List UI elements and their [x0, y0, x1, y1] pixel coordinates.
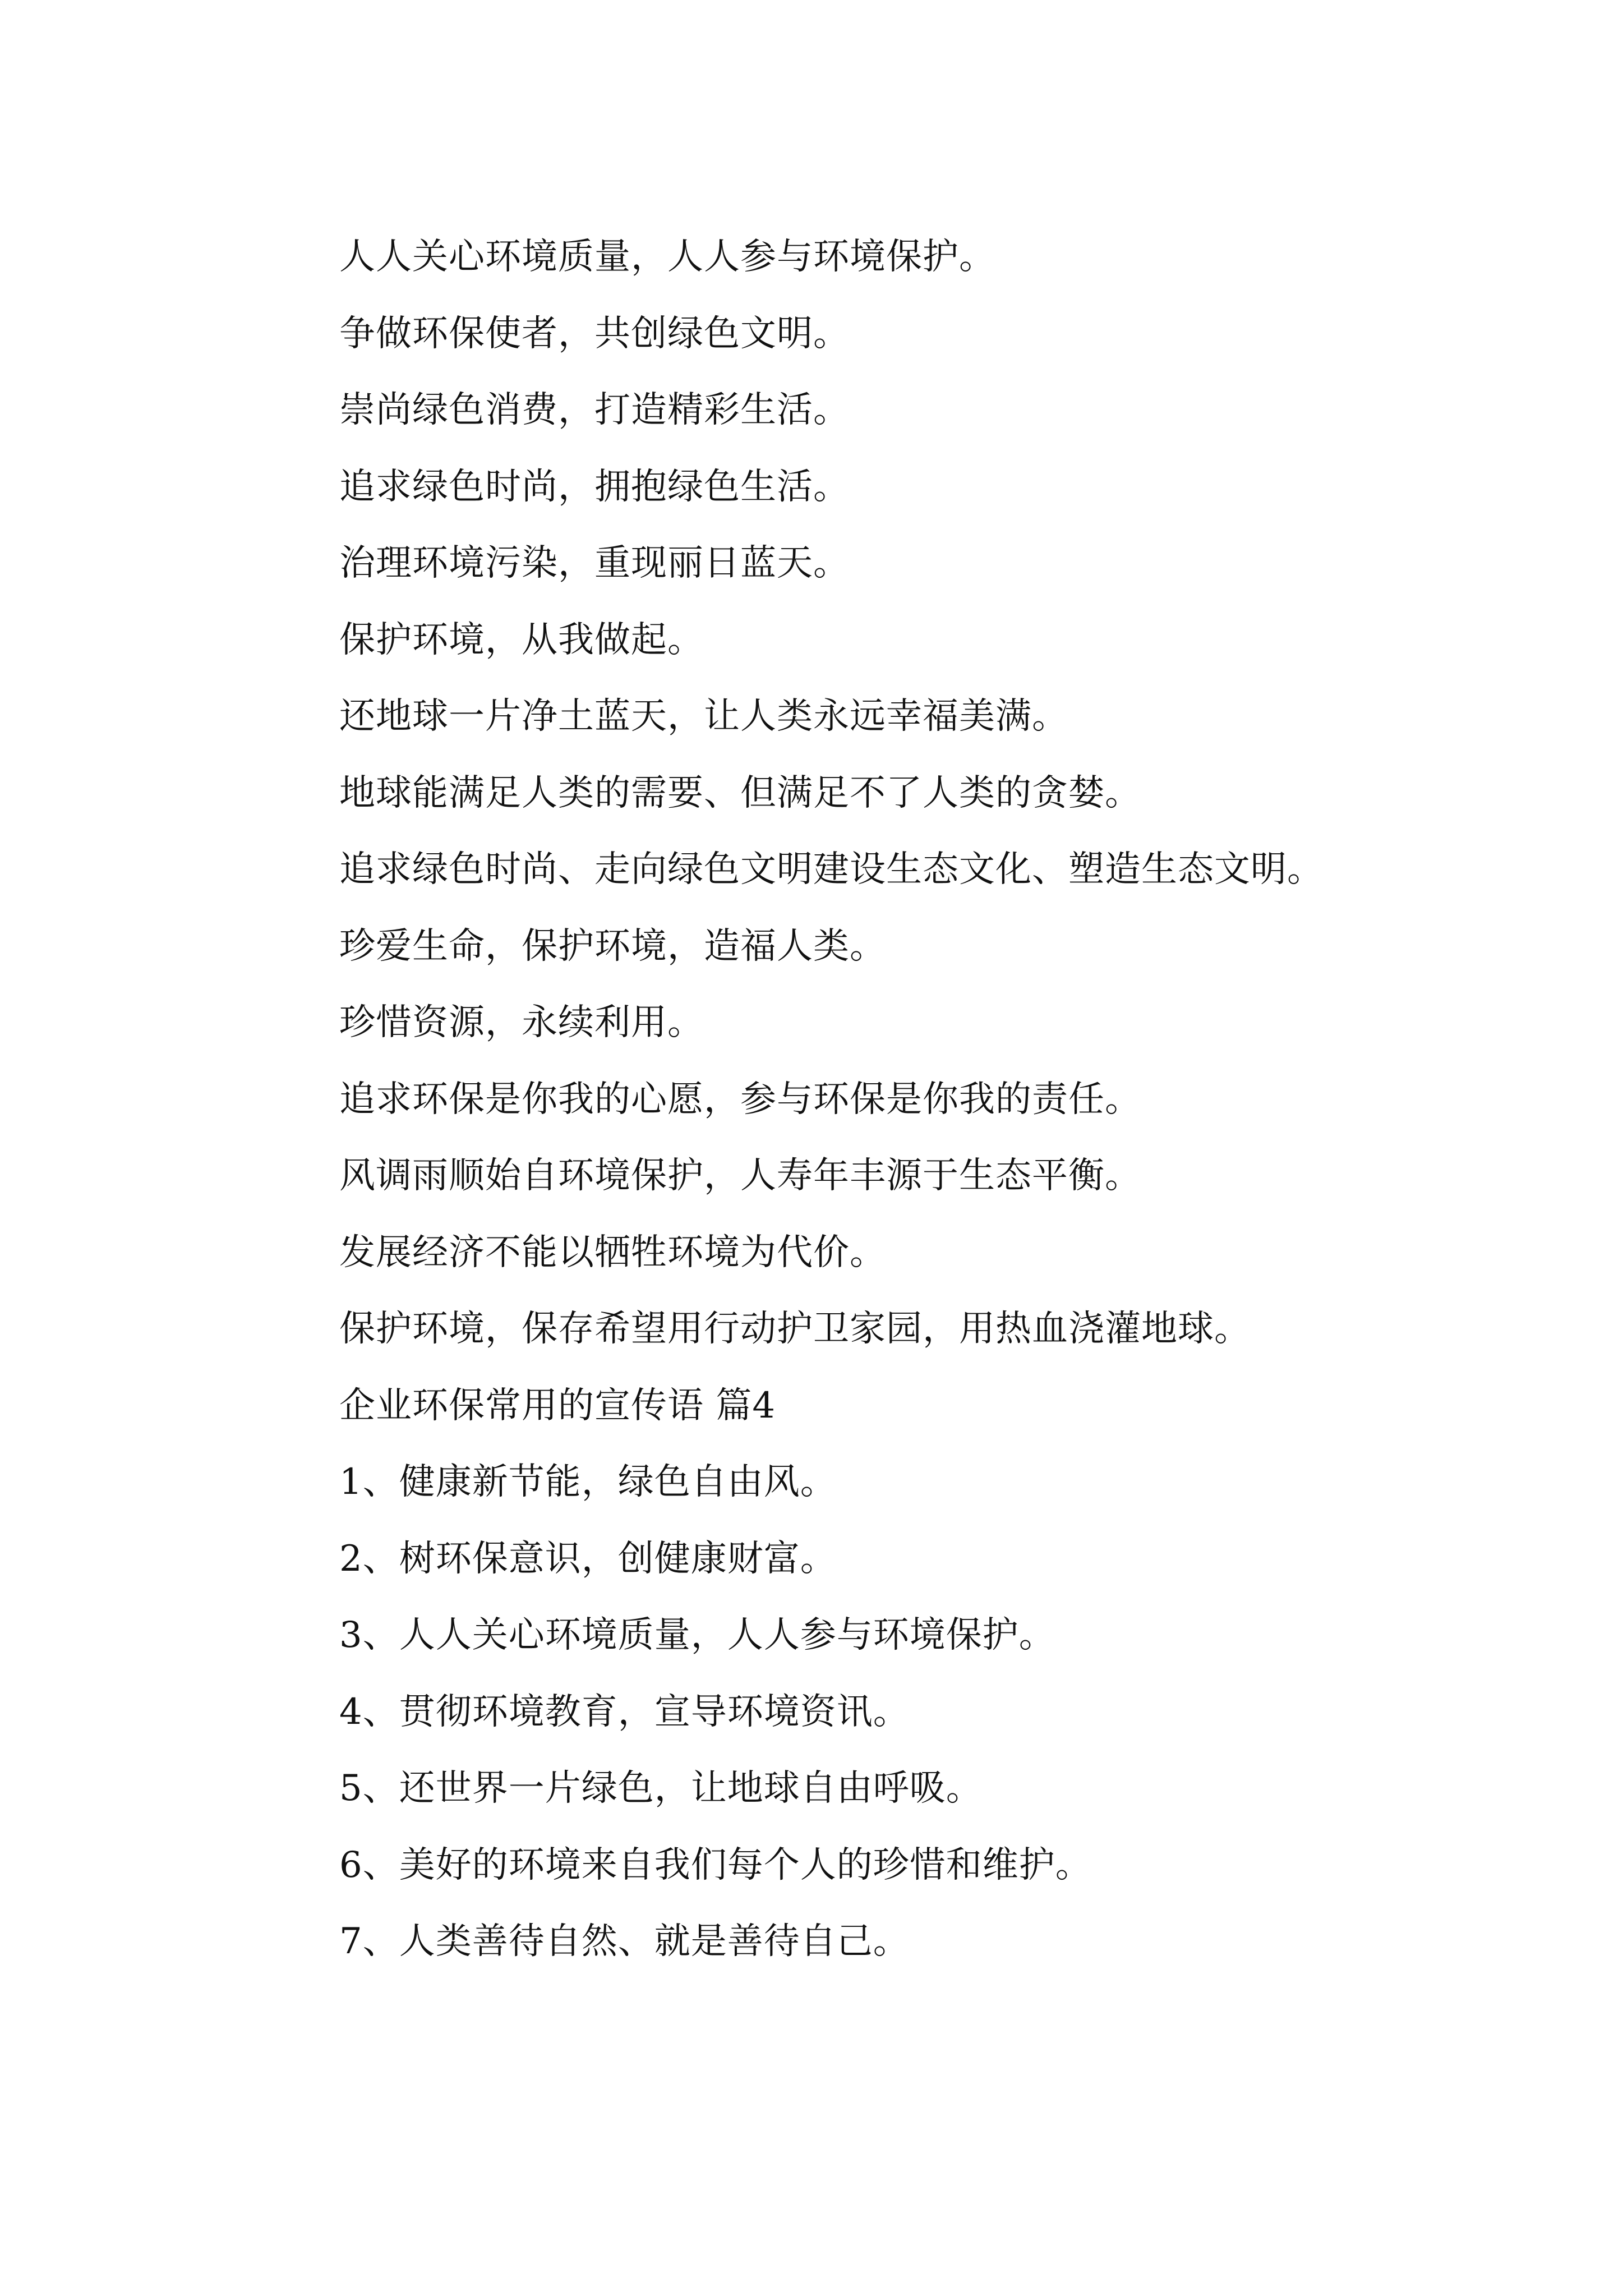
paragraph: 争做环保使者，共创绿色文明。 [339, 312, 850, 355]
paragraph: 地球能满足人类的需要、但满足不了人类的贪婪。 [339, 772, 1141, 814]
paragraph: 人人关心环境质量，人人参与环境保护。 [339, 236, 995, 278]
paragraph: 发展经济不能以牺牲环境为代价。 [339, 1231, 886, 1273]
paragraph: 珍爱生命，保护环境，造福人类。 [339, 925, 886, 967]
paragraph: 珍惜资源，永续利用。 [339, 1002, 704, 1043]
paragraph: 追求环保是你我的心愿，参与环保是你我的责任。 [339, 1078, 1141, 1120]
document-body [250, 219, 1396, 1980]
paragraph: 风调雨顺始自环境保护，人寿年丰源于生态平衡。 [339, 1155, 1141, 1197]
list-item: 1、健康新节能，绿色自由风。 [339, 1461, 837, 1503]
list-item: 3、人人关心环境质量，人人参与环境保护。 [339, 1614, 1055, 1656]
paragraph: 治理环境污染，重现丽日蓝天。 [339, 542, 850, 584]
list-item: 6、美好的环境来自我们每个人的珍惜和维护。 [339, 1844, 1092, 1886]
paragraph: 追求绿色时尚，拥抱绿色生活。 [339, 466, 850, 508]
paragraph: 崇尚绿色消费，打造精彩生活。 [339, 389, 850, 431]
list-item: 5、还世界一片绿色，让地球自由呼吸。 [339, 1768, 983, 1809]
paragraph: 保护环境，保存希望用行动护卫家园，用热血浇灌地球。 [339, 1308, 1251, 1350]
paragraph: 还地球一片净土蓝天，让人类永远幸福美满。 [339, 696, 1068, 737]
list-item: 2、树环保意识，创健康财富。 [339, 1538, 837, 1580]
list-item: 4、贯彻环境教育，宣导环境资讯。 [339, 1691, 910, 1733]
paragraph: 保护环境，从我做起。 [339, 619, 704, 661]
section-heading: 企业环保常用的宣传语 篇4 [339, 1384, 776, 1427]
paragraph: 追求绿色时尚、走向绿色文明建设生态文化、塑造生态文明。 [339, 849, 1324, 890]
list-item: 7、人类善待自然、就是善待自己。 [339, 1921, 910, 1962]
